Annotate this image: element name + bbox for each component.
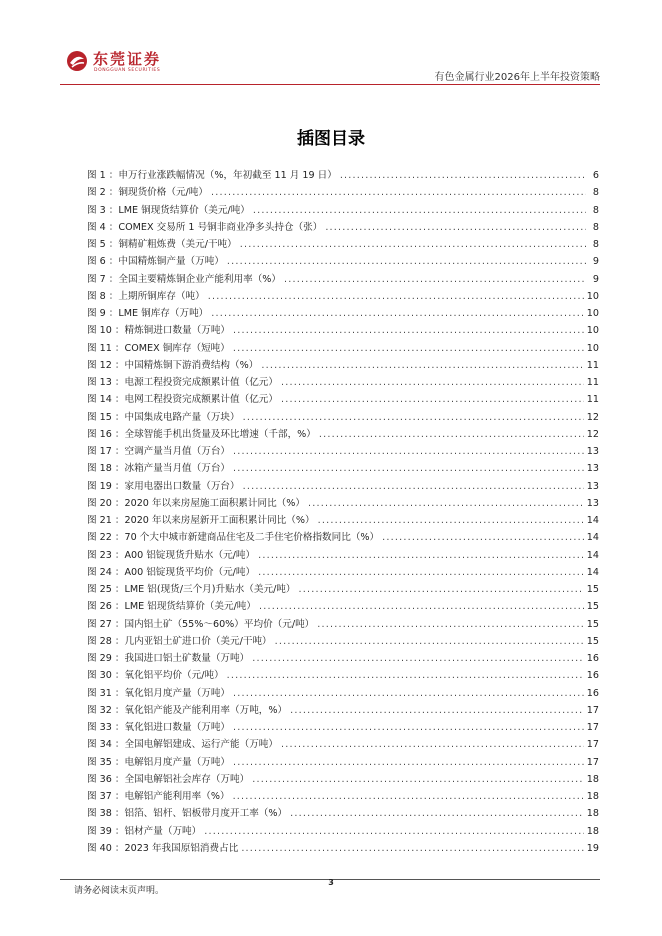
toc-entry-page: 17 [586, 739, 599, 751]
toc-entry-page: 14 [586, 549, 599, 561]
header-divider [60, 84, 600, 85]
page-title: 插图目录 [297, 129, 365, 149]
toc-entry[interactable] [87, 426, 599, 443]
toc-leader-dots [252, 774, 584, 785]
toc-entry-label: 图 40 ：2023 年我国原铝消费占比 [87, 842, 239, 854]
toc-leader-dots [258, 550, 584, 561]
page-header [60, 44, 600, 84]
toc-entry-page: 9 [592, 256, 599, 268]
toc-entry-page: 18 [586, 825, 599, 837]
toc-entry[interactable] [87, 547, 599, 564]
toc-entry-label: 图 22 ：70 个大中城市新建商品住宅及二手住宅价格指数同比（%） [87, 532, 380, 544]
toc-entry-page: 15 [586, 618, 599, 630]
toc-entry-page: 13 [586, 463, 599, 475]
toc-entry-label: 图 5 ：铜精矿粗炼费（美元/干吨） [87, 239, 237, 250]
toc-leader-dots [233, 722, 584, 733]
toc-entry-label: 图 37 ：电解铝产能利用率（%） [87, 791, 230, 802]
toc-entry[interactable] [87, 288, 599, 305]
toc-entry[interactable] [87, 529, 599, 546]
toc-entry-page: 11 [586, 394, 599, 406]
toc-entry-page: 10 [586, 342, 599, 354]
toc-entry-label: 图 4 ：COMEX 交易所 1 号铜非商业净多头持仓（张） [87, 221, 323, 233]
toc-entry-label: 图 32 ：氧化铝产能及产能利用率（万吨，%） [87, 704, 288, 716]
toc-leader-dots [233, 757, 584, 768]
toc-leader-dots [233, 688, 584, 699]
toc-entry[interactable] [87, 581, 599, 598]
toc-leader-dots [275, 636, 584, 647]
toc-leader-dots [233, 343, 584, 354]
toc-leader-dots [284, 274, 586, 285]
report-title: 有色金属行业2026年上半年投资策略 [434, 72, 600, 83]
toc-leader-dots [227, 670, 584, 681]
toc-entry-page: 19 [586, 842, 599, 854]
toc-entry-page: 18 [586, 791, 599, 802]
toc-entry-label: 图 15 ：中国集成电路产量（万块） [87, 411, 240, 423]
toc-entry-label: 图 8 ：上期所铜库存（吨） [87, 290, 205, 302]
toc-leader-dots [382, 532, 584, 543]
toc-leader-dots [325, 222, 586, 233]
toc-leader-dots [318, 515, 584, 526]
toc-entry-label: 图 20 ：2020 年以来房屋施工面积累计同比（%） [87, 497, 305, 509]
toc-entry[interactable] [87, 616, 599, 633]
toc-entry-label: 图 18 ：冰箱产量当月值（万台） [87, 463, 231, 475]
toc-leader-dots [317, 619, 584, 630]
toc-entry[interactable] [87, 167, 599, 184]
toc-entry-label: 图 9 ：LME 铜库存（万吨） [87, 308, 209, 319]
toc-entry-label: 图 36 ：全国电解铝社会库存（万吨） [87, 773, 250, 785]
toc-entry-label: 图 25 ：LME 铝(现货/三个月)升贴水（美元/吨） [87, 584, 296, 595]
toc-entry[interactable] [87, 460, 599, 477]
toc-leader-dots [259, 601, 584, 612]
toc-leader-dots [240, 239, 586, 250]
toc-entry-page: 14 [586, 532, 599, 544]
toc-leader-dots [299, 584, 584, 595]
toc-entry-label: 图 28 ：几内亚铝土矿进口价（美元/干吨） [87, 635, 272, 647]
toc-leader-dots [243, 412, 584, 423]
toc-entry[interactable] [87, 236, 599, 253]
toc-entry[interactable] [87, 564, 599, 581]
toc-entry-label: 图 7 ：全国主要精炼铜企业产能利用率（%） [87, 273, 282, 285]
toc-entry-page: 13 [586, 497, 599, 509]
toc-entry-page: 17 [586, 704, 599, 716]
company-logo [66, 46, 176, 76]
toc-entry[interactable] [87, 391, 599, 408]
toc-entry-page: 10 [586, 308, 599, 319]
page-number: 3 [328, 878, 334, 887]
toc-entry-page: 16 [586, 653, 599, 664]
toc-entry-label: 图 23 ：A00 铝锭现货升贴水（元/吨） [87, 549, 256, 561]
toc-entry[interactable] [87, 840, 599, 857]
toc-entry-page: 15 [586, 601, 599, 613]
toc-entry[interactable] [87, 633, 599, 650]
toc-entry-page: 13 [586, 446, 599, 457]
toc-leader-dots [252, 653, 584, 664]
toc-entry-page: 6 [592, 170, 599, 181]
toc-entry-page: 8 [592, 204, 599, 216]
toc-entry[interactable] [87, 512, 599, 529]
toc-entry[interactable] [87, 495, 599, 512]
toc-leader-dots [290, 808, 584, 819]
toc-entry-page: 12 [586, 428, 599, 440]
toc-entry-label: 图 13 ：电源工程投资完成额累计值（亿元） [87, 377, 278, 388]
toc-leader-dots [258, 567, 584, 578]
toc-leader-dots [211, 187, 586, 198]
toc-leader-dots [211, 308, 584, 319]
figure-list [87, 167, 599, 857]
toc-entry-page: 8 [592, 221, 599, 233]
toc-entry[interactable] [87, 202, 599, 219]
toc-entry[interactable] [87, 409, 599, 426]
toc-entry[interactable] [87, 357, 599, 374]
toc-entry[interactable] [87, 771, 599, 788]
toc-entry-page: 15 [586, 635, 599, 647]
toc-leader-dots [281, 377, 584, 388]
toc-entry[interactable] [87, 253, 599, 270]
toc-entry[interactable] [87, 685, 599, 702]
toc-entry[interactable] [87, 305, 599, 322]
logo-mark-icon [66, 50, 88, 72]
toc-entry-label: 图 12 ：中国精炼铜下游消费结构（%） [87, 359, 259, 371]
toc-entry-page: 17 [586, 722, 599, 733]
toc-leader-dots [233, 463, 584, 474]
toc-entry-page: 9 [592, 273, 599, 285]
toc-entry-label: 图 39 ：铝材产量（万吨） [87, 825, 202, 837]
toc-entry[interactable] [87, 650, 599, 667]
toc-entry-page: 10 [586, 290, 599, 302]
toc-entry-label: 图 14 ：电网工程投资完成额累计值（亿元） [87, 394, 278, 406]
toc-entry-page: 10 [586, 325, 599, 337]
toc-entry-page: 15 [586, 584, 599, 595]
toc-entry-label: 图 26 ：LME 铝现货结算价（美元/吨） [87, 601, 256, 613]
toc-entry[interactable] [87, 478, 599, 495]
toc-leader-dots [340, 170, 586, 181]
toc-entry-label: 图 24 ：A00 铝锭现货平均价（元/吨） [87, 566, 256, 578]
toc-entry-label: 图 10 ：精炼铜进口数量（万吨） [87, 325, 231, 337]
toc-entry-label: 图 27 ：国内铝土矿（55%～60%）平均价（元/吨） [87, 618, 315, 630]
toc-entry-label: 图 29 ：我国进口铝土矿数量（万吨） [87, 653, 250, 664]
toc-entry[interactable] [87, 340, 599, 357]
toc-leader-dots [208, 291, 584, 302]
toc-entry-page: 13 [586, 480, 599, 492]
toc-entry[interactable] [87, 823, 599, 840]
toc-leader-dots [227, 256, 586, 267]
toc-leader-dots [281, 394, 584, 405]
toc-leader-dots [319, 429, 584, 440]
toc-entry[interactable] [87, 719, 599, 736]
toc-entry-label: 图 21 ：2020 年以来房屋新开工面积累计同比（%） [87, 515, 315, 526]
toc-entry-label: 图 16 ：全球智能手机出货量及环比增速（千部，%） [87, 428, 316, 440]
toc-entry[interactable] [87, 788, 599, 805]
toc-entry-page: 11 [586, 359, 599, 371]
toc-entry[interactable] [87, 736, 599, 753]
toc-entry-page: 16 [586, 670, 599, 682]
toc-entry-page: 12 [586, 411, 599, 423]
toc-entry-page: 11 [586, 377, 599, 388]
toc-leader-dots [233, 791, 584, 802]
toc-leader-dots [233, 325, 584, 336]
toc-leader-dots [308, 498, 584, 509]
toc-entry[interactable] [87, 322, 599, 339]
toc-entry-label: 图 31 ：氧化铝月度产量（万吨） [87, 687, 231, 699]
toc-entry[interactable] [87, 754, 599, 771]
toc-leader-dots [253, 205, 586, 216]
toc-leader-dots [233, 446, 584, 457]
toc-entry-label: 图 2 ：铜现货价格（元/吨） [87, 187, 208, 199]
toc-entry-label: 图 6 ：中国精炼铜产量（万吨） [87, 256, 224, 268]
toc-entry-page: 8 [592, 239, 599, 250]
toc-entry-label: 图 34 ：全国电解铝建成、运行产能（万吨） [87, 739, 278, 751]
toc-entry[interactable] [87, 219, 599, 236]
toc-leader-dots [204, 826, 584, 837]
toc-entry-page: 18 [586, 808, 599, 820]
toc-entry[interactable] [87, 443, 599, 460]
toc-leader-dots [290, 705, 584, 716]
brand-name-en: DONGGUAN SECURITIES [94, 68, 161, 73]
toc-entry[interactable] [87, 271, 599, 288]
toc-entry-label: 图 38 ：铝箔、铝杆、铝板带月度开工率（%） [87, 808, 288, 820]
toc-entry-page: 18 [586, 773, 599, 785]
toc-leader-dots [281, 739, 584, 750]
toc-entry-page: 8 [592, 187, 599, 199]
toc-entry-label: 图 3 ：LME 铜现货结算价（美元/吨） [87, 204, 250, 216]
toc-entry-label: 图 17 ：空调产量当月值（万台） [87, 446, 231, 457]
toc-entry-label: 图 30 ：氧化铝平均价（元/吨） [87, 670, 224, 682]
toc-leader-dots [241, 843, 583, 854]
toc-entry-label: 图 19 ：家用电器出口数量（万台） [87, 480, 240, 492]
toc-entry[interactable] [87, 598, 599, 615]
toc-leader-dots [243, 481, 584, 492]
toc-entry-label: 图 33 ：氧化铝进口数量（万吨） [87, 722, 231, 733]
toc-entry-page: 17 [586, 756, 599, 768]
toc-leader-dots [261, 360, 583, 371]
toc-entry[interactable] [87, 184, 599, 201]
toc-entry[interactable] [87, 805, 599, 822]
toc-entry[interactable] [87, 374, 599, 391]
toc-entry-label: 图 1 ：申万行业涨跌幅情况（%，年初截至 11 月 19 日） [87, 170, 337, 181]
toc-entry[interactable] [87, 702, 599, 719]
toc-entry-page: 14 [586, 566, 599, 578]
brand-name-cn: 东莞证券 [93, 50, 162, 68]
toc-entry-label: 图 11 ：COMEX 铜库存（短吨） [87, 342, 230, 354]
disclaimer-note: 请务必阅读末页声明。 [74, 886, 165, 896]
toc-entry-label: 图 35 ：电解铝月度产量（万吨） [87, 756, 231, 768]
toc-entry[interactable] [87, 667, 599, 684]
toc-entry-page: 16 [586, 687, 599, 699]
toc-entry-page: 14 [586, 515, 599, 526]
